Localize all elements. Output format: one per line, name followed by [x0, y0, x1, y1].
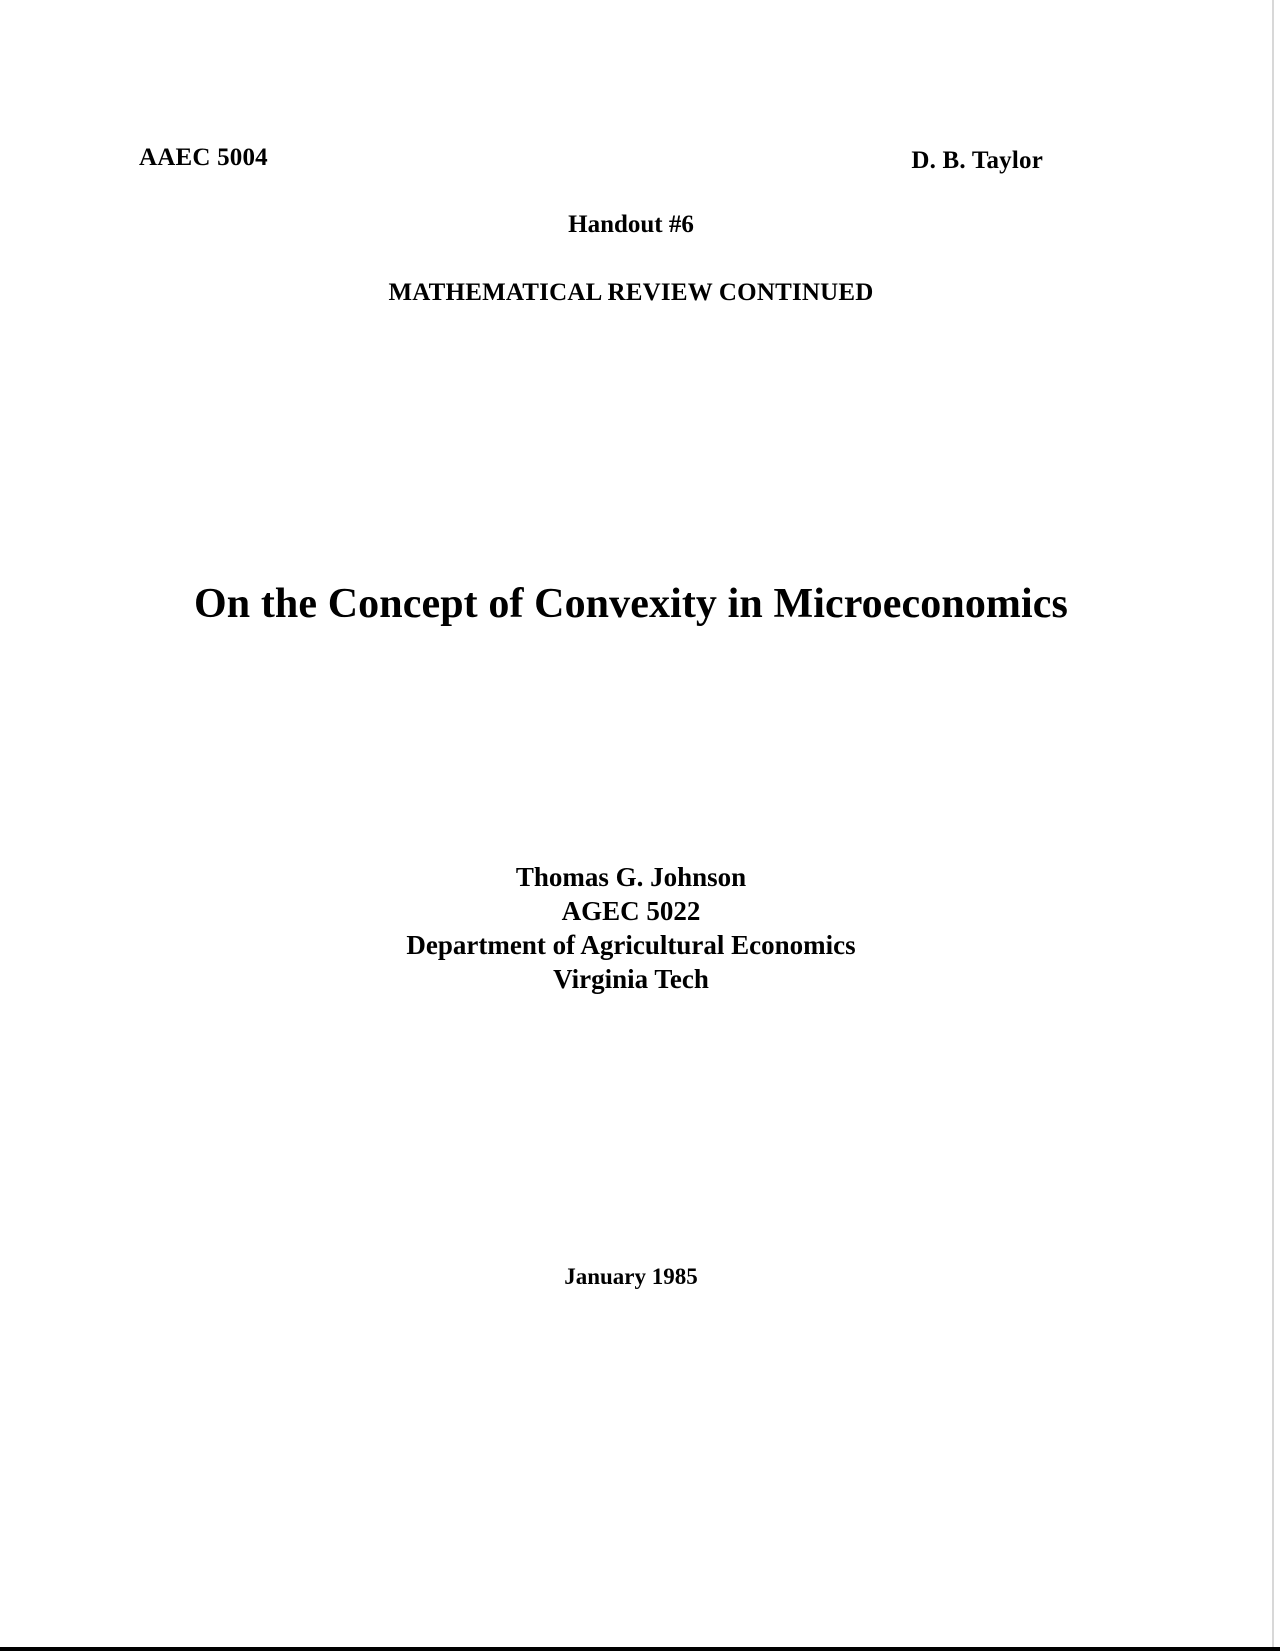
scan-bottom-border — [0, 1647, 1280, 1651]
author-institution: Virginia Tech — [553, 964, 709, 994]
author-course: AGEC 5022 — [561, 896, 701, 926]
document-subtitle: MATHEMATICAL REVIEW CONTINUED — [388, 279, 874, 306]
author-name: Thomas G. Johnson — [515, 862, 747, 892]
author-department: Department of Agricultural Economics — [406, 930, 856, 960]
instructor-name: D. B. Taylor — [911, 147, 1043, 174]
course-code: AAEC 5004 — [139, 144, 268, 171]
handout-number: Handout #6 — [568, 211, 694, 238]
scan-edge — [1272, 0, 1274, 1651]
document-date: January 1985 — [564, 1264, 698, 1289]
author-block — [0, 860, 1262, 996]
page-title: On the Concept of Convexity in Microeconomics — [194, 581, 1068, 627]
